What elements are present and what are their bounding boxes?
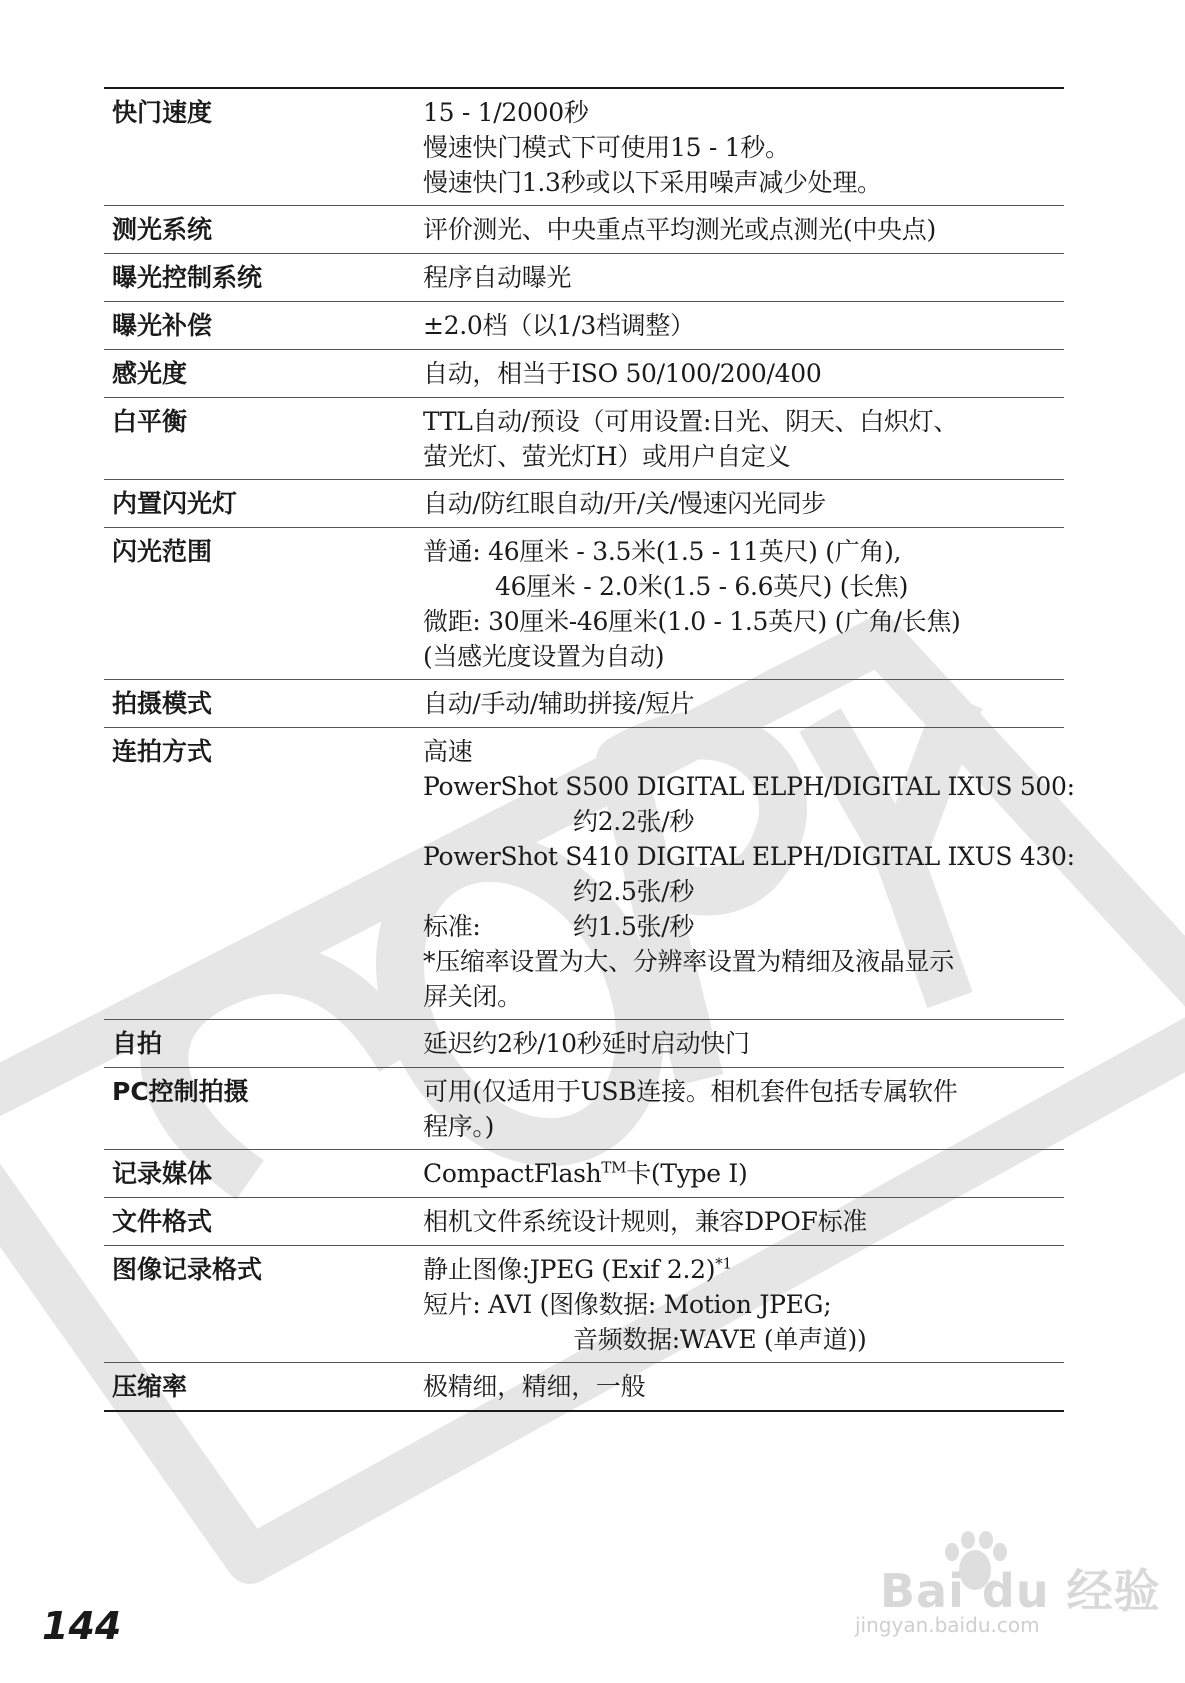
spec-value-line: TTL自动/预设（可用设置:日光、阴天、白炽灯、 [423,407,959,436]
spec-value-term: 标准: [423,912,481,941]
spec-value-line: 高速 [423,737,473,766]
spec-value-line: 慢速快门模式下可使用15 - 1秒。 [423,133,790,162]
spec-row-file-format [104,1198,1064,1246]
spec-value [423,1369,1064,1405]
spec-value [423,356,1064,392]
spec-value-text: 约1.5张/秒 [573,912,695,941]
spec-value-line: (当感光度设置为自动) [423,642,665,671]
spec-label: 内置闪光灯 [112,489,238,518]
spec-row-self-timer [104,1020,1064,1068]
spec-label: 曝光补偿 [112,311,213,340]
spec-value-text: CompactFlash [423,1159,602,1188]
spec-value-line: 短片: AVI (图像数据: Motion JPEG; [423,1290,832,1319]
spec-value-line: *压缩率设置为大、分辨率设置为精细及液晶显示 [423,947,954,976]
spec-row-flash-range [104,528,1064,680]
spec-value [423,308,1064,344]
spec-value [423,1156,1064,1192]
spec-row-built-in-flash [104,480,1064,528]
spec-value [423,212,1064,248]
spec-row-iso [104,350,1064,398]
spec-value [423,486,1064,522]
spec-label: 自拍 [112,1029,163,1058]
spec-label: 连拍方式 [112,737,213,766]
spec-value [423,534,1064,674]
spec-label: PC控制拍摄 [112,1077,249,1106]
spec-value [423,1204,1064,1240]
spec-row-metering [104,206,1064,254]
spec-value-text: 静止图像:JPEG (Exif 2.2) [423,1255,716,1284]
spec-value-line: ±2.0档（以1/3档调整） [423,311,695,340]
spec-value-line: 程序自动曝光 [423,263,572,292]
spec-value [423,686,1064,722]
spec-row-white-balance [104,398,1064,480]
spec-row-pc-control [104,1068,1064,1150]
spec-label: 拍摄模式 [112,689,213,718]
brand-name: Bai du 经验 [880,1564,1161,1618]
spec-row-shooting-modes [104,680,1064,728]
spec-label: 感光度 [112,359,188,388]
spec-row-recording-media [104,1150,1064,1198]
spec-value-line: 延迟约2秒/10秒延时启动快门 [423,1029,750,1058]
spec-label: 压缩率 [112,1372,188,1401]
spec-value [423,1026,1064,1062]
spec-row-continuous-shooting [104,728,1075,1020]
spec-label: 记录媒体 [112,1159,213,1188]
spec-label: 测光系统 [112,215,213,244]
spec-row-compression [104,1363,1064,1410]
spec-value-line: 程序。) [423,1112,495,1141]
spec-value-line: 15 - 1/2000秒 [423,98,589,127]
spec-value-line: 自动，相当于ISO 50/100/200/400 [423,359,822,388]
spec-row-exposure-compensation [104,302,1064,350]
trademark-mark: TM [601,1158,627,1177]
spec-value-line: 自动/手动/辅助拼接/短片 [423,689,695,718]
page-number: 144 [42,1604,122,1648]
spec-label: 图像记录格式 [112,1255,263,1284]
spec-value [423,404,1064,474]
spec-value-line: 普通: 46厘米 - 3.5米(1.5 - 11英尺) (广角), [423,537,902,566]
spec-row-exposure-control [104,254,1064,302]
spec-value-line: 微距: 30厘米-46厘米(1.0 - 1.5英尺) (广角/长焦) [423,607,961,636]
spec-value-line: 评价测光、中央重点平均测光或点测光(中央点) [423,215,936,244]
footnote-mark: *1 [715,1254,732,1273]
spec-value-line: 萤光灯、萤光灯H）或用户自定义 [423,442,791,471]
spec-value [423,1252,1064,1357]
spec-value-text: 卡(Type I) [626,1159,748,1188]
spec-value-line: 屏关闭。 [423,982,522,1011]
spec-value-line: 极精细，精细，一般 [423,1372,646,1401]
spec-row-shutter-speed [104,89,1064,206]
spec-value [423,1074,1064,1144]
spec-value-line: 慢速快门1.3秒或以下采用噪声减少处理。 [423,168,882,197]
spec-label: 曝光控制系统 [112,263,263,292]
spec-value [423,734,1075,1014]
spec-value-line: 可用(仅适用于USB连接。相机套件包括专属软件 [423,1077,958,1106]
spec-value-line [423,1156,1064,1191]
spec-label: 闪光范围 [112,537,213,566]
spec-table [104,87,1075,1412]
spec-value-line: 约2.2张/秒 [573,807,695,836]
spec-value-line: 自动/防红眼自动/开/关/慢速闪光同步 [423,489,826,518]
brand-url: jingyan.baidu.com [855,1613,1040,1637]
spec-label: 白平衡 [112,407,188,436]
spec-value-line [423,909,1075,944]
spec-value-line: 46厘米 - 2.0米(1.5 - 6.6英尺) (长焦) [495,572,909,601]
spec-value-line: 约2.5张/秒 [573,877,695,906]
spec-label: 快门速度 [112,98,213,127]
spec-value-line [423,1252,1064,1287]
spec-value-line: 音频数据:WAVE (单声道)) [573,1325,867,1354]
spec-label: 文件格式 [112,1207,213,1236]
spec-value [423,260,1064,296]
spec-row-image-recording-format [104,1246,1064,1363]
spec-value-line: PowerShot S500 DIGITAL ELPH/DIGITAL IXUS 500: [423,772,1075,801]
spec-value-line: PowerShot S410 DIGITAL ELPH/DIGITAL IXUS 430: [423,842,1075,871]
spec-value-line: 相机文件系统设计规则，兼容DPOF标准 [423,1207,868,1236]
spec-value [423,95,1064,200]
